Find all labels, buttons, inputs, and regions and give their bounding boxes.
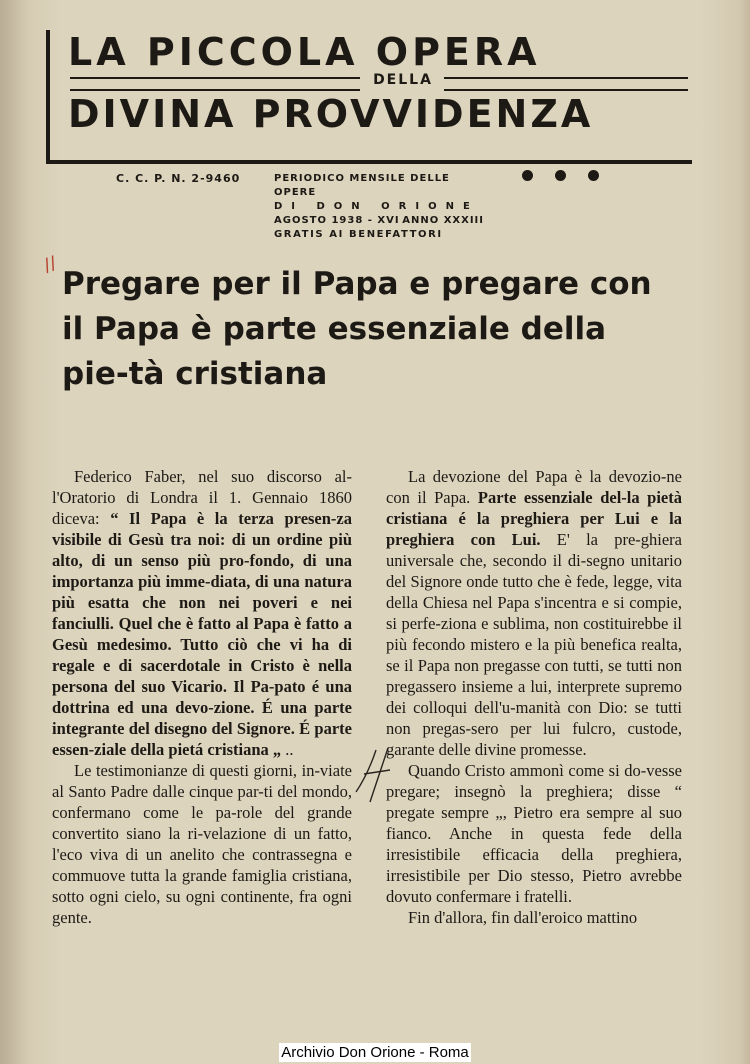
dot-1	[522, 170, 533, 181]
right-p1-bold: Parte essenziale del-la pietà cristiana é la preghiera per Lui e la preghiera con Lui.	[386, 488, 682, 549]
dot-2	[555, 170, 566, 181]
archive-footer	[0, 1044, 750, 1061]
periodico-line1: PERIODICO MENSILE DELLE OPERE	[274, 173, 450, 198]
red-pencil-mark: //	[40, 252, 60, 277]
left-p1-end: ..	[285, 740, 294, 759]
article-headline: Pregare per il Papa e pregare con il Papa è parte essenziale della pie-tà cristiana	[62, 266, 652, 392]
dot-3	[588, 170, 599, 181]
left-p1-intro: Federico Faber, nel suo discorso al-l'Oratorio di Londra il 1. Gennaio 1860 diceva:	[52, 467, 352, 528]
gratis-note: GRATIS AI BENEFATTORI	[274, 229, 443, 240]
issue-date: AGOSTO 1938 - XVI	[274, 215, 400, 226]
right-paragraph-1	[386, 466, 682, 760]
left-column	[52, 466, 352, 928]
masthead-title-line1: LA PICCOLA OPERA	[68, 30, 541, 74]
right-paragraph-2: Quando Cristo ammonì come si do-vesse pregare; insegnò la preghiera; disse “ pregate sempre „, Pietro era sempre al suo fianco. Anche in questa fede della irresistibile efficacia della preghiera, irresistibile per Dio stesso, Pietro avrebbe dovuto confermare i fratelli.	[386, 761, 682, 906]
left-p1-quote: “ Il Papa è la terza presen-za visibile di Gesù tra noi: di un ordine più alto, di un senso più pro-fondo, di una importanza più imme-diata, di una natura più esatta che non nei poveri e nei fanciulli. Quel che è fatto al Papa è fatto a Gesù medesimo. Tutto ciò che vi ha di regale e di sacerdotale in Cristo è nella persona del suo Vicario. Il Pa-pato é una dottrina ed una devo-zione. É una parte integrante del disegno del Signore. É parte essen-ziale della pietá cristiana „	[52, 509, 353, 759]
right-p1-start: La devozione del Papa è la devozio-ne con il Papa.	[386, 467, 682, 507]
masthead-rule-right	[444, 77, 688, 91]
masthead-della: DELLA	[373, 72, 433, 88]
masthead-title-line2: DIVINA PROVVIDENZA	[68, 92, 594, 136]
issue-row	[274, 214, 484, 228]
right-paragraph-3: Fin d'allora, fin dall'eroico mattino	[408, 908, 638, 927]
issue-year: ANNO XXXIII	[402, 215, 484, 226]
right-p1-rest: E' la pre-ghiera universale che, secondo il di-segno unitario del Signore onde tutto che è fede, legge, vita della Chiesa nel Papa s'incentra e si compie, si perfe-ziona e sublima, non costituirebbe il più fecondo mistero e la più benefica realta, se il Papa non pregasse con tutti, se tutti non pregassero insieme a lui, interprete supremo dei colloqui dell'u-manità con Dio: se tutti non pregas-sero per lui fulcro, custode, garante delle divine promesse.	[386, 530, 682, 759]
masthead	[46, 30, 692, 164]
left-paragraph-1	[52, 466, 352, 760]
left-paragraph-2: Le testimonianze di questi giorni, in-viate al Santo Padre dalle cinque par-ti del mondo, confermano come le pa-role del grande convertito siano la ri-velazione di un fatto, l'eco viva di un anelito che contrassegna e commuove tutta la grande famiglia cristiana, sotto ogni cielo, su ogni continente, fra ogni gente.	[52, 761, 352, 927]
decorative-dots	[522, 170, 599, 181]
masthead-rule-left	[70, 77, 360, 91]
right-column	[386, 466, 682, 928]
archive-label: Archivio Don Orione - Roma	[281, 1044, 469, 1061]
postal-account: C. C. P. N. 2-9460	[116, 172, 241, 185]
periodico-line2: DI DON ORIONE	[274, 201, 479, 212]
publication-info	[274, 172, 484, 242]
